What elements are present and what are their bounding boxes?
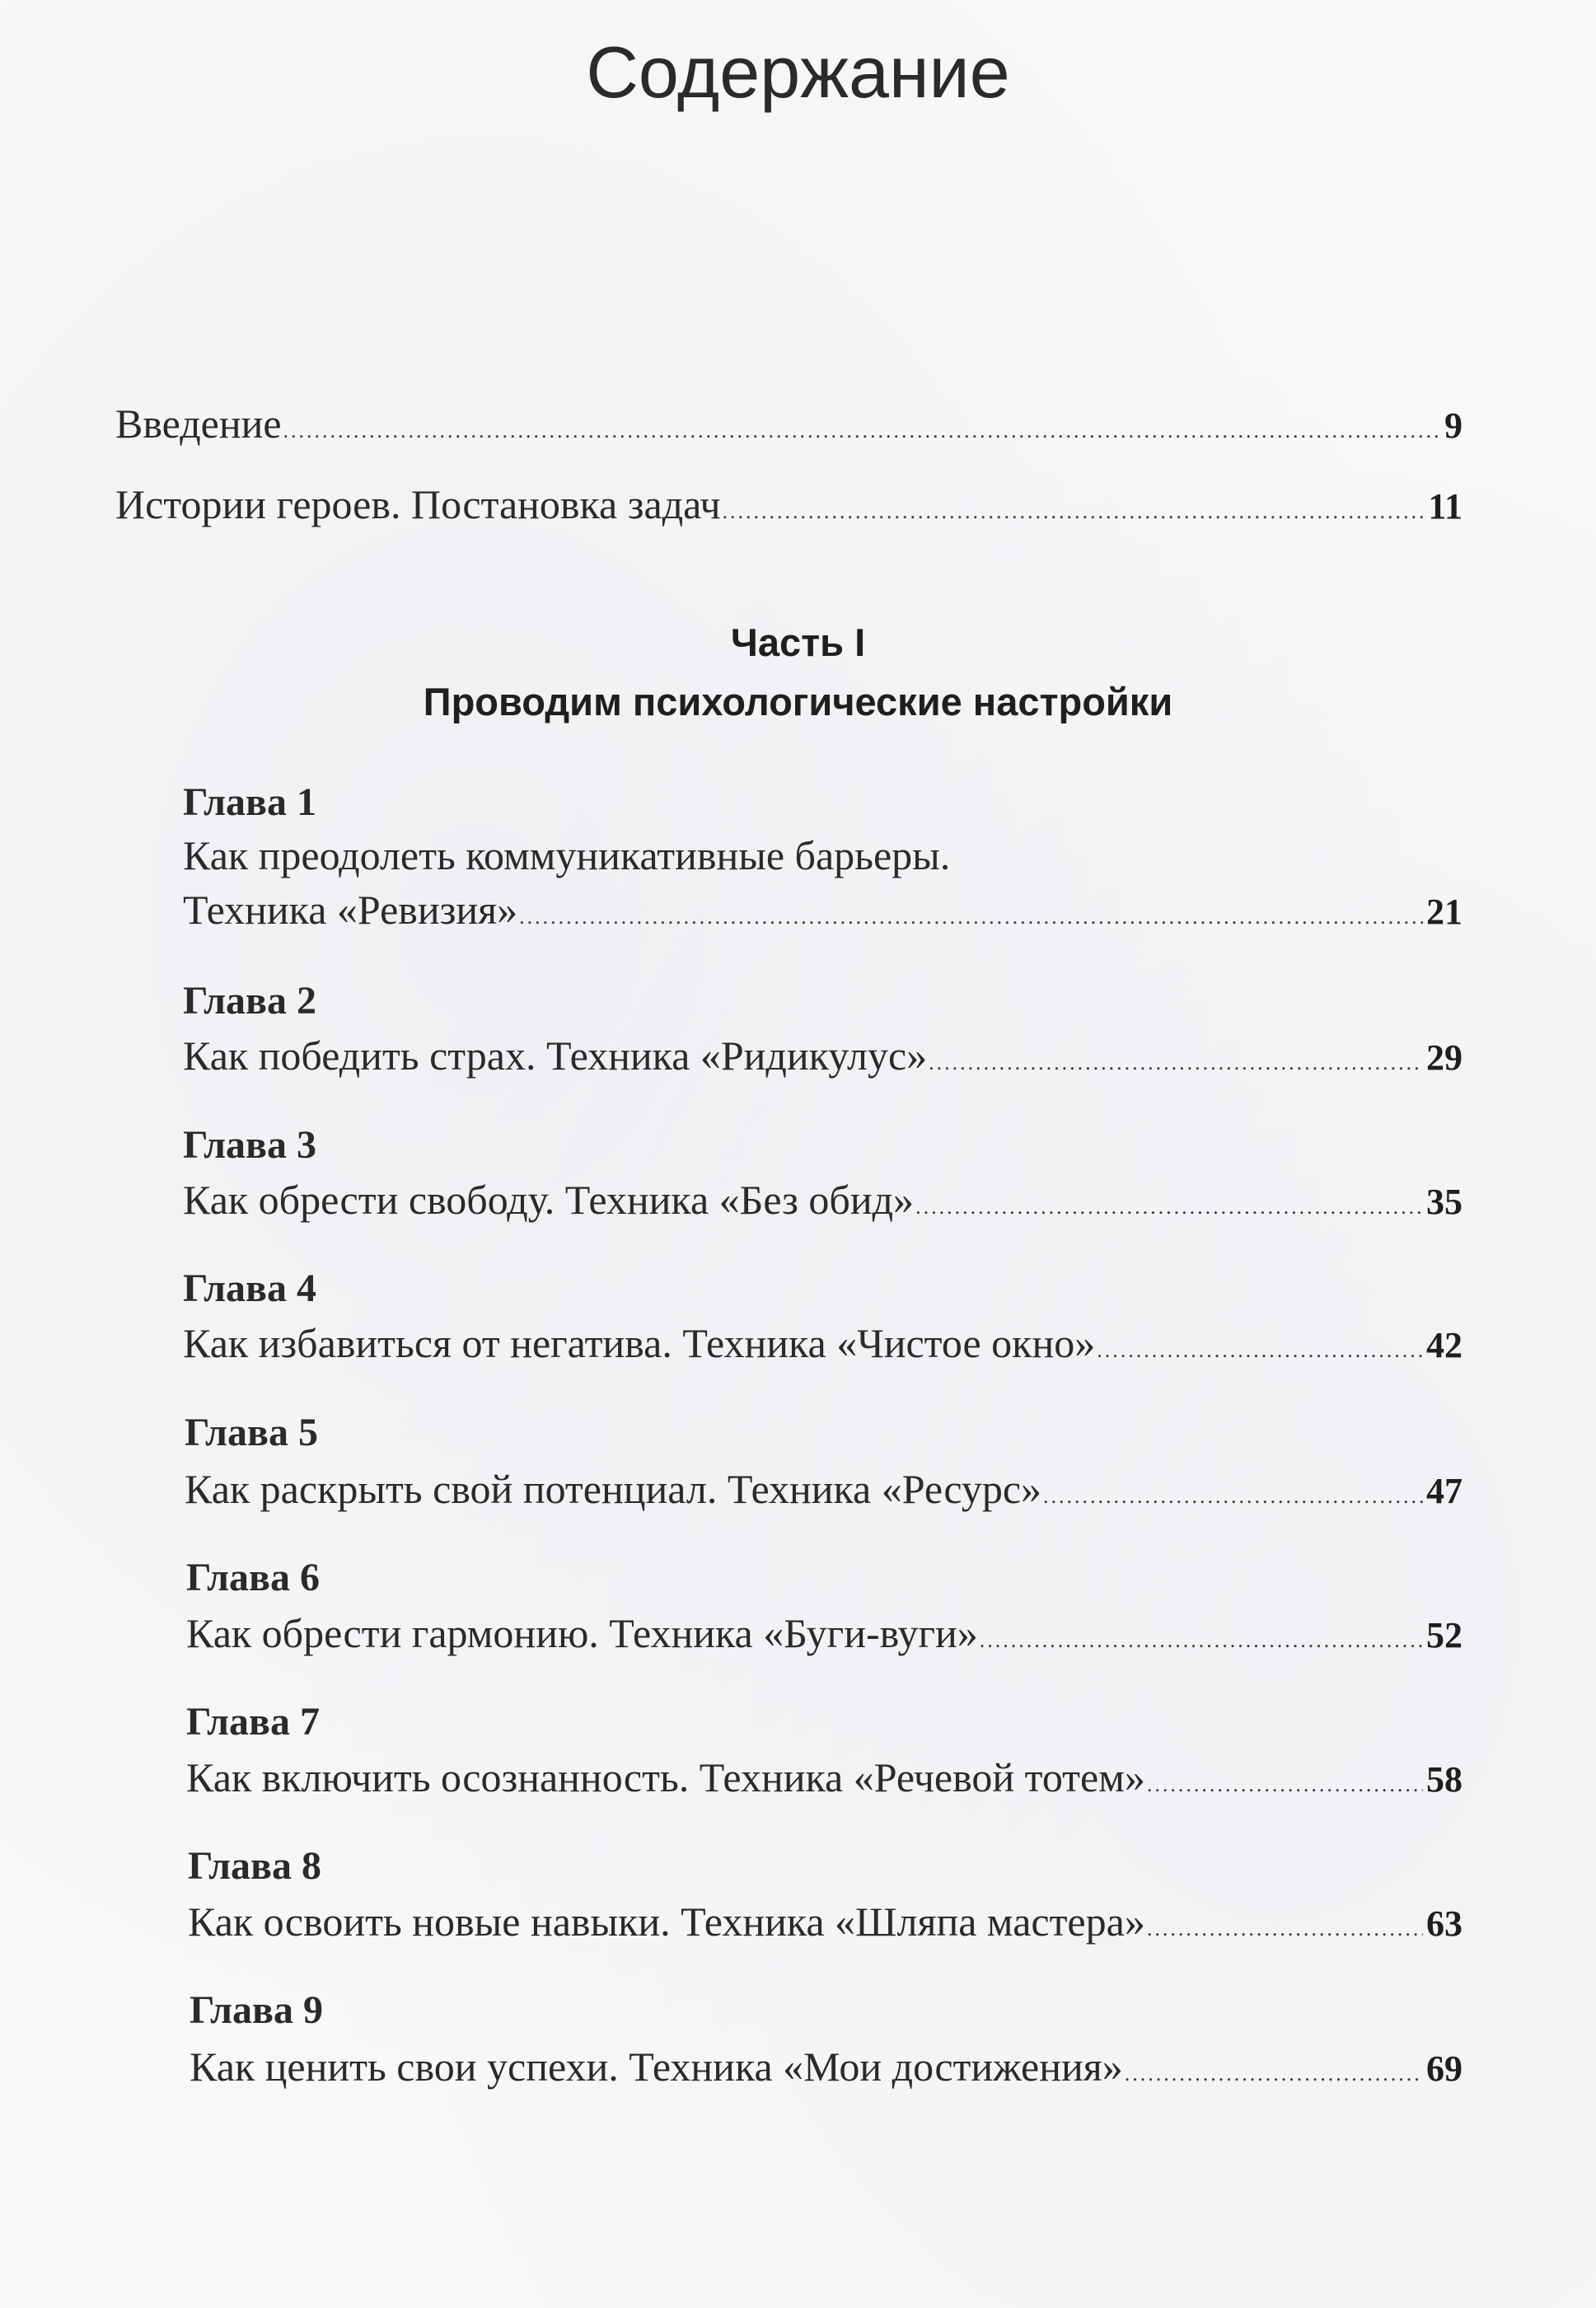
toc-page-number: 69 <box>1426 2048 1463 2089</box>
toc-page-number: 58 <box>1426 1759 1463 1800</box>
chapter-title-line1 <box>183 831 1463 880</box>
toc-page-number: 52 <box>1426 1615 1463 1655</box>
toc-entry-chapter-5[interactable] <box>185 1464 1463 1521</box>
dot-leader <box>1125 2049 1423 2099</box>
dot-leader <box>980 1616 1423 1665</box>
toc-entry-chapter-6[interactable] <box>186 1608 1463 1665</box>
toc-entry-hero-stories[interactable] <box>115 480 1463 536</box>
toc-entry-chapter-1[interactable] <box>183 885 1463 942</box>
chapter-label: Глава 4 <box>183 1266 316 1310</box>
dot-leader <box>722 487 1425 536</box>
toc-entry-title: Как обрести гармонию. Техника «Буги-вуги» <box>186 1610 978 1656</box>
toc-entry-title: Как ценить свои успехи. Техника «Мои достижения» <box>190 2043 1123 2090</box>
chapter-label: Глава 9 <box>190 1988 323 2032</box>
chapter-label: Глава 5 <box>185 1411 318 1454</box>
dot-leader <box>519 892 1423 942</box>
chapter-label: Глава 1 <box>183 780 316 824</box>
dot-leader <box>1147 1904 1423 1954</box>
toc-page-number: 63 <box>1426 1903 1463 1944</box>
toc-page-number: 42 <box>1426 1325 1463 1365</box>
toc-entry-introduction[interactable] <box>115 399 1463 456</box>
dot-leader <box>1147 1760 1423 1809</box>
chapter-label: Глава 6 <box>186 1556 320 1599</box>
dot-leader <box>929 1038 1423 1088</box>
dot-leader <box>915 1182 1423 1232</box>
page-title: Содержание <box>586 31 1010 113</box>
toc-entry-title: Истории героев. Постановка задач <box>115 481 721 527</box>
toc-entry-title: Как победить страх. Техника «Ридикулус» <box>183 1032 928 1079</box>
dot-leader <box>1043 1472 1423 1521</box>
chapter-label: Глава 7 <box>186 1700 320 1744</box>
toc-entry-title: Как избавиться от негатива. Техника «Чистое окно» <box>183 1320 1096 1366</box>
chapter-label: Глава 2 <box>183 979 316 1023</box>
toc-entry-chapter-8[interactable] <box>188 1897 1463 1954</box>
toc-entry-title: Как раскрыть свой потенциал. Техника «Ресурс» <box>185 1466 1042 1512</box>
toc-page-number: 21 <box>1426 892 1463 932</box>
chapter-label: Глава 3 <box>183 1123 316 1167</box>
toc-entry-title: Техника «Ревизия» <box>183 887 518 933</box>
toc-entry-title: Как преодолеть коммуникативные барьеры. <box>183 832 951 878</box>
toc-entry-chapter-4[interactable] <box>183 1318 1463 1375</box>
toc-entry-chapter-2[interactable] <box>183 1031 1463 1088</box>
toc-entry-chapter-3[interactable] <box>183 1175 1463 1232</box>
toc-entry-title: Как обрести свободу. Техника «Без обид» <box>183 1177 915 1223</box>
part-label: Часть I <box>730 620 866 664</box>
toc-entry-title: Введение <box>115 400 282 447</box>
toc-entry-chapter-7[interactable] <box>186 1753 1463 1809</box>
toc-page-number: 9 <box>1444 405 1463 446</box>
dot-leader <box>283 406 1441 456</box>
toc-page-number: 29 <box>1426 1037 1463 1078</box>
toc-page-number: 47 <box>1426 1471 1463 1511</box>
toc-page-number: 11 <box>1428 486 1463 527</box>
toc-entry-title: Как включить осознанность. Техника «Речевой тотем» <box>186 1754 1145 1800</box>
toc-entry-title: Как освоить новые навыки. Техника «Шляпа мастера» <box>188 1898 1145 1945</box>
part-title: Проводим психологические настройки <box>423 680 1173 723</box>
toc-page-number: 35 <box>1426 1182 1463 1222</box>
chapter-label: Глава 8 <box>188 1844 321 1888</box>
toc-entry-chapter-9[interactable] <box>190 2042 1463 2099</box>
dot-leader <box>1097 1326 1423 1375</box>
